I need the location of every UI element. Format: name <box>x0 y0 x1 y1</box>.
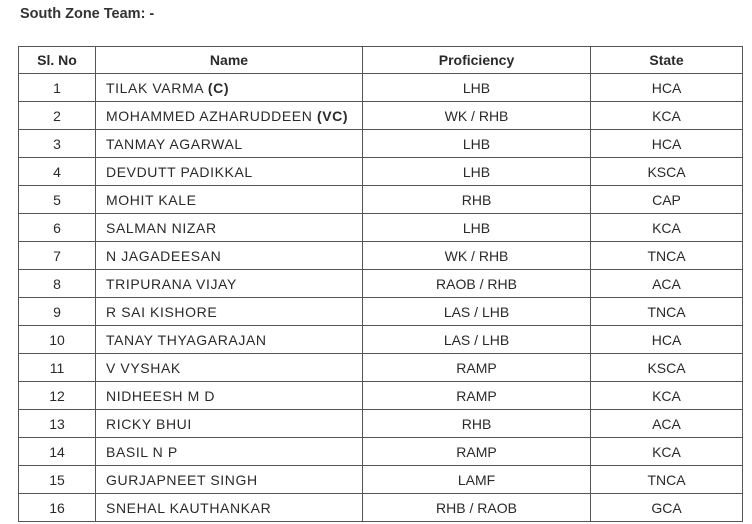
table-row <box>19 158 743 186</box>
cell-proficiency: RHB <box>363 410 591 438</box>
table-header-row <box>19 47 743 74</box>
cell-sl-no: 2 <box>19 102 96 130</box>
cell-sl-no: 3 <box>19 130 96 158</box>
team-table <box>18 46 743 522</box>
player-name: SNEHAL KAUTHANKAR <box>106 499 272 516</box>
cell-name <box>96 326 363 354</box>
cell-name <box>96 298 363 326</box>
cell-sl-no: 11 <box>19 354 96 382</box>
player-name: NIDHEESH M D <box>106 387 216 404</box>
cell-proficiency: LHB <box>363 74 591 102</box>
table-row <box>19 382 743 410</box>
cell-name <box>96 382 363 410</box>
cell-state: KSCA <box>591 354 743 382</box>
cell-proficiency: LHB <box>363 214 591 242</box>
cell-proficiency: RAMP <box>363 354 591 382</box>
cell-sl-no: 10 <box>19 326 96 354</box>
player-role-tag: (C) <box>207 79 230 96</box>
cell-state: HCA <box>591 326 743 354</box>
header-sl-no: Sl. No <box>19 47 96 74</box>
cell-state: KCA <box>591 382 743 410</box>
table-row <box>19 326 743 354</box>
cell-sl-no: 4 <box>19 158 96 186</box>
cell-proficiency: LAMF <box>363 466 591 494</box>
cell-state: ACA <box>591 410 743 438</box>
cell-sl-no: 12 <box>19 382 96 410</box>
cell-state: TNCA <box>591 242 743 270</box>
cell-proficiency: LAS / LHB <box>363 326 591 354</box>
cell-name <box>96 158 363 186</box>
cell-proficiency: LHB <box>363 158 591 186</box>
cell-sl-no: 5 <box>19 186 96 214</box>
player-name: DEVDUTT PADIKKAL <box>106 163 253 180</box>
player-name: TRIPURANA VIJAY <box>106 275 237 292</box>
cell-state: KCA <box>591 102 743 130</box>
page-title: South Zone Team: - <box>20 6 155 22</box>
header-name: Name <box>96 47 363 74</box>
table-row <box>19 466 743 494</box>
table-row <box>19 354 743 382</box>
cell-name <box>96 102 363 130</box>
player-name: V VYSHAK <box>106 359 181 376</box>
cell-sl-no: 14 <box>19 438 96 466</box>
cell-sl-no: 15 <box>19 466 96 494</box>
table-row <box>19 242 743 270</box>
cell-proficiency: RHB <box>363 186 591 214</box>
table-row <box>19 130 743 158</box>
cell-sl-no: 9 <box>19 298 96 326</box>
cell-state: ACA <box>591 270 743 298</box>
cell-state: KCA <box>591 214 743 242</box>
header-proficiency: Proficiency <box>363 47 591 74</box>
cell-name <box>96 130 363 158</box>
table-row <box>19 102 743 130</box>
cell-state: KSCA <box>591 158 743 186</box>
cell-sl-no: 16 <box>19 494 96 522</box>
table-row <box>19 410 743 438</box>
cell-state: HCA <box>591 130 743 158</box>
cell-proficiency: RAMP <box>363 438 591 466</box>
cell-name <box>96 438 363 466</box>
table-row <box>19 186 743 214</box>
cell-proficiency: WK / RHB <box>363 242 591 270</box>
cell-name <box>96 410 363 438</box>
player-name: MOHIT KALE <box>106 191 197 208</box>
player-name: GURJAPNEET SINGH <box>106 471 258 488</box>
table-row <box>19 270 743 298</box>
cell-name <box>96 466 363 494</box>
player-name: RICKY BHUI <box>106 415 192 432</box>
cell-name <box>96 354 363 382</box>
player-role-tag: (VC) <box>316 107 349 124</box>
player-name: TANAY THYAGARAJAN <box>106 331 267 348</box>
header-state: State <box>591 47 743 74</box>
cell-name <box>96 214 363 242</box>
cell-name <box>96 270 363 298</box>
cell-proficiency: RAOB / RHB <box>363 270 591 298</box>
cell-name <box>96 74 363 102</box>
player-name: N JAGADEESAN <box>106 247 222 264</box>
player-name: SALMAN NIZAR <box>106 219 217 236</box>
cell-state: TNCA <box>591 298 743 326</box>
table-row <box>19 494 743 522</box>
table-row <box>19 214 743 242</box>
cell-name <box>96 494 363 522</box>
cell-proficiency: RHB / RAOB <box>363 494 591 522</box>
cell-sl-no: 6 <box>19 214 96 242</box>
table-row <box>19 438 743 466</box>
cell-state: GCA <box>591 494 743 522</box>
player-name: BASIL N P <box>106 443 178 460</box>
cell-state: KCA <box>591 438 743 466</box>
table-row <box>19 74 743 102</box>
cell-sl-no: 1 <box>19 74 96 102</box>
cell-proficiency: WK / RHB <box>363 102 591 130</box>
player-name: TILAK VARMA <box>106 79 204 96</box>
cell-sl-no: 7 <box>19 242 96 270</box>
cell-proficiency: LAS / LHB <box>363 298 591 326</box>
cell-state: HCA <box>591 74 743 102</box>
cell-name <box>96 186 363 214</box>
cell-proficiency: LHB <box>363 130 591 158</box>
cell-name <box>96 242 363 270</box>
player-name: TANMAY AGARWAL <box>106 135 243 152</box>
cell-sl-no: 8 <box>19 270 96 298</box>
player-name: MOHAMMED AZHARUDDEEN <box>106 107 313 124</box>
table-row <box>19 298 743 326</box>
cell-sl-no: 13 <box>19 410 96 438</box>
cell-state: TNCA <box>591 466 743 494</box>
player-name: R SAI KISHORE <box>106 303 218 320</box>
cell-proficiency: RAMP <box>363 382 591 410</box>
cell-state: CAP <box>591 186 743 214</box>
